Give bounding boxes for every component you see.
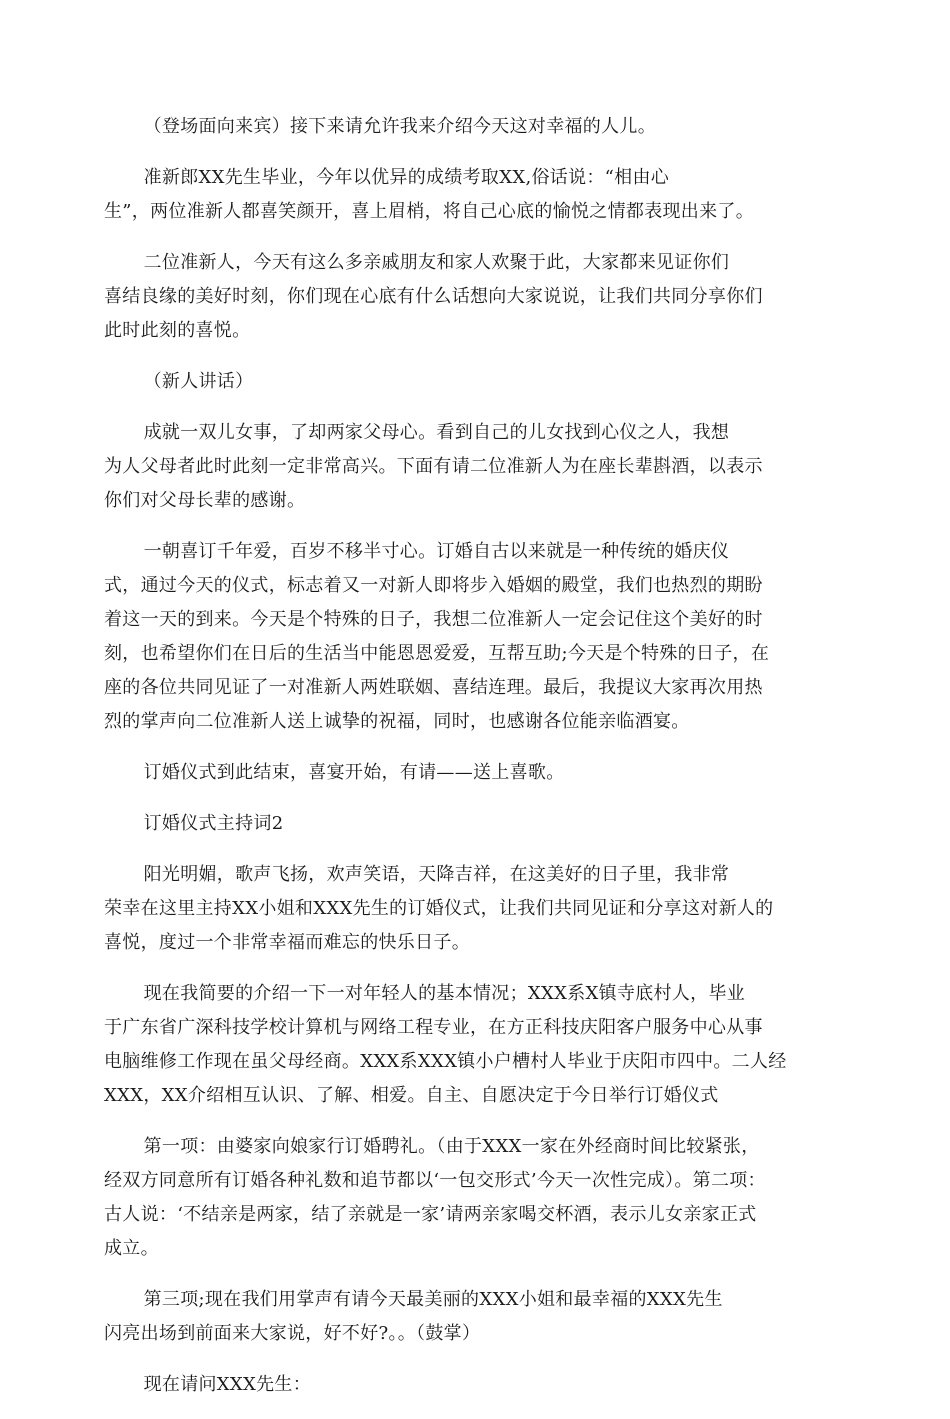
- paragraph-blessing: 一朝喜订千年爱，百岁不移半寸心。订婚自古以来就是一种传统的婚庆仪 式，通过今天的仪式，标志着又一对新人即将步入婚姻的殿堂，我们也热烈的期盼 着这一天的到来。今天是个特殊的日子，我想二位准新人一定会记住这个美好的时 刻，也希望你们在日后的生活当中能恩恩爱爱，互帮互助;今天是个特殊的日子，在 座的各位共同见证了一对准新人两姓联姻、喜结连理。最后，我提议大家再次用热 烈的掌声向二位准新人送上诚挚的祝福，同时，也感谢各位能亲临酒宴。: [104, 541, 770, 732]
- document-body: [104, 110, 849, 1419]
- section-heading-script-2: 订婚仪式主持词2: [143, 813, 284, 834]
- paragraph-background: 现在我简要的介绍一下一对年轻人的基本情况；XXX系X镇寺底村人，毕业 于广东省广深科技学校计算机与网络工程专业，在方正科技庆阳客户服务中心从事 电脑维修工作现在虽父母经商。XXX系XXX镇小户槽村人毕业于庆阳市四中。二人经 XXX，XX介绍相互认识、了解、相爱。自主、自愿决定于今日举行订婚仪式: [104, 983, 787, 1106]
- paragraph-intro-couple: （登场面向来宾）接下来请允许我来介绍今天这对幸福的人儿。: [143, 116, 656, 137]
- paragraph-couple-speech-note: （新人讲话）: [143, 371, 254, 392]
- paragraph-invite-speech: 二位准新人，今天有这么多亲戚朋友和家人欢聚于此，大家都来见证你们 喜结良缘的美好时刻，你们现在心底有什么话想向大家说说，让我们共同分享你们 此时此刻的喜悦。: [104, 252, 763, 341]
- paragraph-ceremony-end: 订婚仪式到此结束，喜宴开始，有请——送上喜歌。: [143, 762, 565, 783]
- paragraph-item-one: 第一项：由婆家向娘家行订婚聘礼。（由于XXX一家在外经商时间比较紧张， 经双方同意所有订婚各种礼数和追节都以‘一包交形式’今天一次性完成）。第二项： 古人说：‘不结亲是两家，结了亲就是一家’请两亲家喝交杯酒，表示儿女亲家正式 成立。: [104, 1136, 766, 1259]
- paragraph-groom-intro: 准新郎XX先生毕业，今年以优异的成绩考取XX,俗话说：“相由心 生”，两位准新人都喜笑颜开，喜上眉梢，将自己心底的愉悦之情都表现出来了。: [104, 167, 754, 222]
- paragraph-opening: 阳光明媚，歌声飞扬，欢声笑语，天降吉祥，在这美好的日子里，我非常 荣幸在这里主持XX小姐和XXX先生的订婚仪式，让我们共同见证和分享这对新人的 喜悦，度过一个非常幸福而难忘的快乐日子。: [104, 864, 774, 953]
- paragraph-question: 现在请问XXX先生：: [143, 1374, 312, 1395]
- paragraph-item-three: 第三项;现在我们用掌声有请今天最美丽的XXX小姐和最幸福的XXX先生 闪亮出场到前面来大家说，好不好?。。（鼓掌）: [104, 1289, 723, 1344]
- paragraph-toast-parents: 成就一双儿女事，了却两家父母心。看到自己的儿女找到心仪之人，我想 为人父母者此时此刻一定非常高兴。下面有请二位准新人为在座长辈斟酒，以表示 你们对父母长辈的感谢。: [104, 422, 763, 511]
